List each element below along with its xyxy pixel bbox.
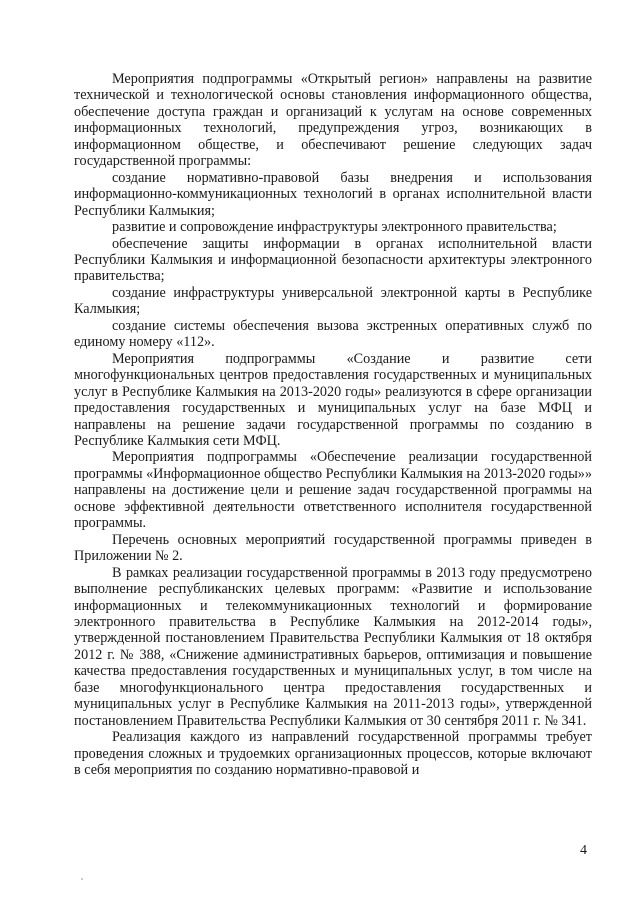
paragraph-task-regulatory-base: создание нормативно-правовой базы внедрения и использования информационно-коммуникационных технологий в органах исполнительной власти Республики Калмыкия; (74, 169, 592, 219)
paragraph-open-region-intro: Мероприятия подпрограммы «Открытый регион» направлены на развитие технической и технологической основы становления информационного общества, обеспечение доступа граждан и организаций к услугам на основе современных информационных технологий, предупреждения угроз, возникающих в информационном обществе, и обеспечивают решение следующих задач государственной программы: (74, 71, 592, 170)
paragraph-task-information-security: обеспечение защиты информации в органах исполнительной власти Республики Калмыкия и информационной безопасности архитектуры электронного правительства; (74, 235, 592, 285)
paragraph-task-emergency-112: создание системы обеспечения вызова экстренных оперативных служб по единому номеру «112». (74, 317, 592, 351)
document-body (74, 71, 592, 778)
paragraph-task-egov-infrastructure: развитие и сопровождение инфраструктуры электронного правительства; (112, 219, 557, 236)
paragraph-task-universal-card: создание инфраструктуры универсальной электронной карты в Республике Калмыкия; (74, 284, 592, 318)
page-number: 4 (580, 843, 587, 858)
paragraph-mfc-subprogram: Мероприятия подпрограммы «Создание и развитие сети многофункциональных центров предоставления государственных и муниципальных услуг в Республике Калмыкия на 2013-2020 годы» реализуются в сфере организации предоставления государственных и муниципальных услуг на базе МФЦ и направлены на решение задачи государственной программы по созданию в Республике Калмыкия сети МФЦ. (74, 350, 592, 449)
paragraph-implementation-subprogram: Мероприятия подпрограммы «Обеспечение реализации государственной программы «Информационное общество Республики Калмыкия на 2013-2020 годы»» направлены на достижение цели и решение задач государственной программы на основе эффективной деятельности ответственного исполнителя государственной программы. (74, 449, 592, 532)
paragraph-organizational-processes: Реализация каждого из направлений государственной программы требует проведения сложных и трудоемких организационных процессов, которые включают в себя мероприятия по созданию нормативно-правовой и (74, 729, 592, 779)
scan-speck (81, 878, 83, 880)
paragraph-target-programs-2013: В рамках реализации государственной программы в 2013 году предусмотрено выполнение республиканских целевых программ: «Развитие и использование информационных и телекоммуникационных технологий и формирование электронного правительства в Республике Калмыкия на 2012-2014 годы», утвержденной постановлением Правительства Республики Калмыкия от 18 октября 2012 г. № 388, «Снижение административных барьеров, оптимизация и повышение качества предоставления государственных и муниципальных услуг, в том числе на базе многофункционального центра предоставления государственных и муниципальных услуг в Республике Калмыкия на 2011-2013 годы», утвержденной постановлением Правительства Республики Калмыкия от 30 сентября 2011 г. № 341. (74, 564, 592, 729)
paragraph-appendix-reference: Перечень основных мероприятий государственной программы приведен в Приложении № 2. (74, 531, 592, 565)
